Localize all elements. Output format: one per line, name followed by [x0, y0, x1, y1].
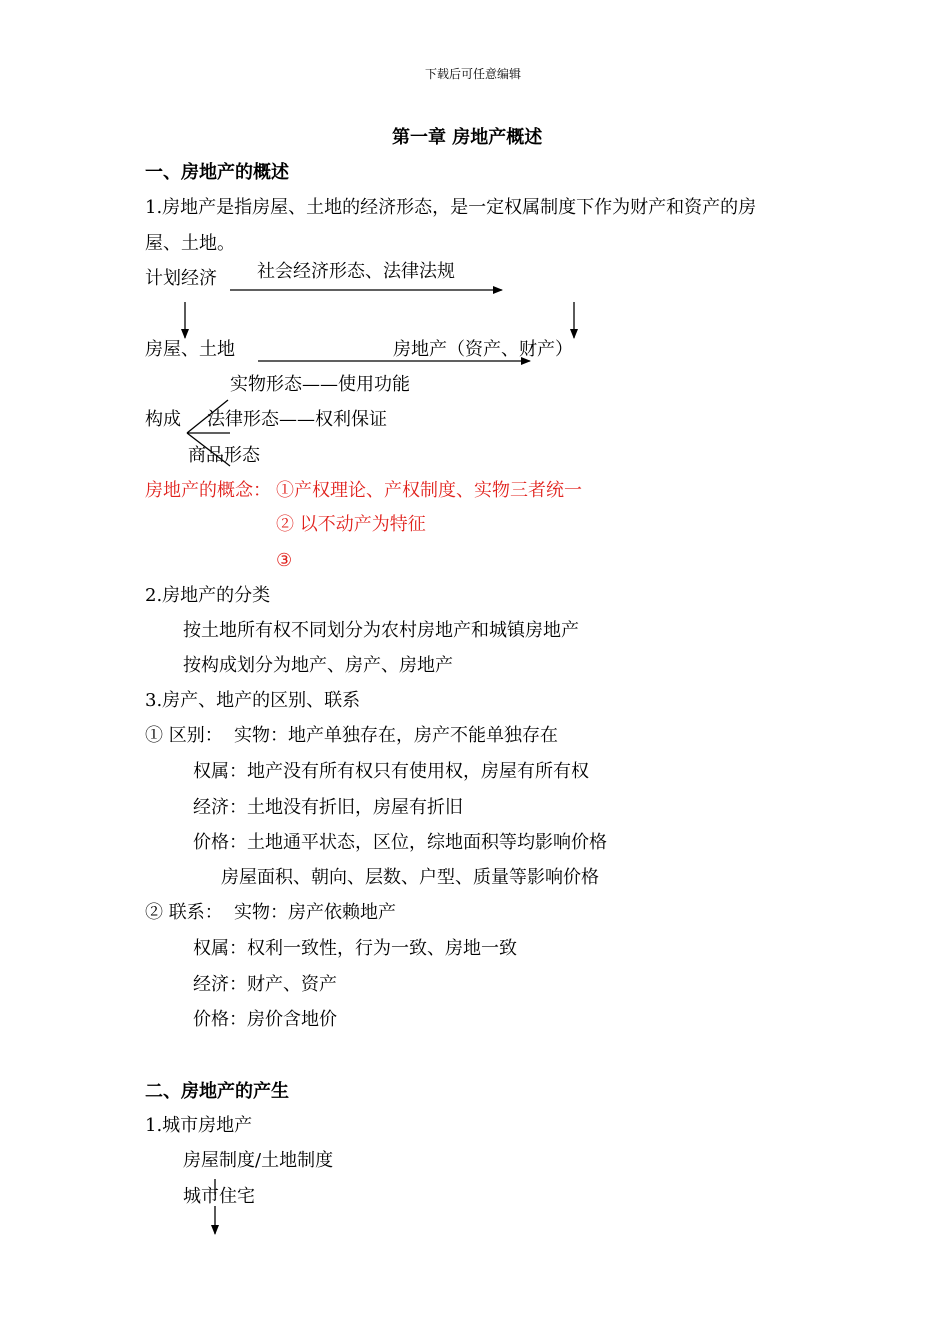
connection-label: ② 联系：: [145, 902, 223, 923]
classification-item-2: 按构成划分为地产、房产、房地产: [183, 655, 453, 676]
difference-item-economy: 经济：土地没有折旧，房屋有折旧: [193, 797, 463, 818]
diagram-real-estate-assets: 房地产（资产、财产）: [393, 339, 573, 360]
difference-item-physical: 实物：地产单独存在，房产不能单独存在: [234, 725, 558, 746]
composition-item-legal: 法律形态——权利保证: [207, 409, 387, 430]
diagram-arrow-label: 社会经济形态、法律法规: [257, 261, 455, 282]
relation-heading: 3.房产、地产的区别、联系: [145, 690, 361, 711]
diagram-planned-economy: 计划经济: [145, 268, 217, 289]
concept-item-3: ③: [276, 550, 293, 571]
section-heading-overview: 一、房地产的概述: [145, 162, 289, 183]
composition-label: 构成: [145, 409, 181, 430]
composition-item-commodity: 商品形态: [188, 445, 260, 466]
concept-label: 房地产的概念：: [145, 480, 271, 501]
connection-item-economy: 经济：财产、资产: [193, 974, 337, 995]
difference-item-ownership: 权属：地产没有所有权只有使用权，房屋有所有权: [193, 761, 589, 782]
connection-item-physical: 实物：房产依赖地产: [234, 902, 396, 923]
connection-item-ownership: 权属：权利一致性，行为一致、房地一致: [193, 938, 517, 959]
origin-line1: 房屋制度/土地制度: [183, 1150, 334, 1171]
header-note: 下载后可任意编辑: [425, 67, 522, 81]
section-heading-origin: 二、房地产的产生: [145, 1081, 289, 1102]
classification-heading: 2.房地产的分类: [145, 585, 271, 606]
paragraph-definition-line1: 1.房地产是指房屋、土地的经济形态，是一定权属制度下作为财产和资产的房: [145, 197, 757, 218]
classification-item-1: 按土地所有权不同划分为农村房地产和城镇房地产: [183, 620, 579, 641]
origin-sub1: 1.城市房地产: [145, 1115, 253, 1136]
difference-label: ① 区别：: [145, 725, 223, 746]
chapter-title: 第一章 房地产概述: [392, 127, 543, 148]
origin-line2: 城市住宅: [183, 1186, 255, 1207]
brace-upper: [187, 400, 228, 433]
brace-lower: [187, 433, 230, 466]
difference-item-price-house: 房屋面积、朝向、层数、户型、质量等影响价格: [221, 867, 599, 888]
diagram-house-land: 房屋、土地: [145, 339, 235, 360]
difference-item-price: 价格：土地通平状态，区位，综地面积等均影响价格: [193, 832, 607, 853]
concept-item-2: ② 以不动产为特征: [276, 514, 426, 535]
concept-item-1: ①产权理论、产权制度、实物三者统一: [276, 480, 582, 501]
composition-item-physical: 实物形态——使用功能: [230, 374, 410, 395]
paragraph-definition-line2: 屋、土地。: [145, 233, 235, 254]
connection-item-price: 价格：房价含地价: [193, 1009, 337, 1030]
